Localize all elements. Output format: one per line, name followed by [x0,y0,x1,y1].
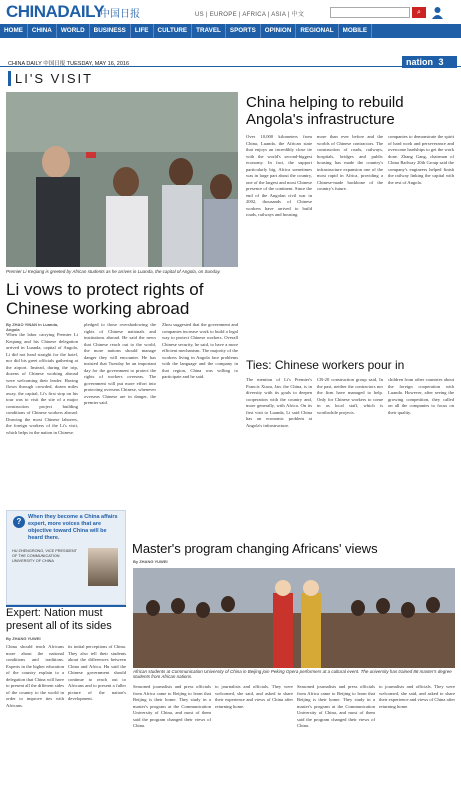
site-logo[interactable]: CHINADAILY [6,2,105,21]
masters-column-3: Seasoned journalists and press officials from Africa came to Beijing to learn that Beijing is their home. They study in a master's program at the Communication University of China, and most of them said the program changed their views of China. [297,684,375,728]
site-logo-chinese[interactable]: 中国日报 [100,9,140,20]
masters-column-1: Seasoned journalists and press officials from Africa came to Beijing to learn that Beijing is their home. They study in a master's program at the Communication University of China, and most of them said the program changed their views of China. [133,684,211,728]
section-tag-label: nation [406,57,433,67]
search-input[interactable] [330,7,410,18]
ties-column-1: The mention of Li's Premier's Francis Xiaoa, Jan. the China, is in diversity with its goals to deepen cooperation with the country and, more generally, with Africa. On its first visit to Luanda, Li said China has an economic problem at Angola's infrastructure. [246,377,312,428]
angola-column-2: more than ever before and the worlds of Chinese contractors. The construction of roads, railways, hospitals, bridges and public housing has made the country's infrastructure expansion one of the most rapid in Africa, providing a Chinese-made backbone of the country's future. [317,134,383,191]
page-number: 3 [438,57,444,67]
expert-byline: By ZHANG YUWEI [6,636,41,641]
edition-links[interactable]: US | EUROPE | AFRICA | ASIA | 中文 [195,12,305,18]
angola-column-3: companies to demonstrate the spirit of hard work and perseverance and overcome hardships to get the work done. Zhang Gang, chairman of China Railway 20th Group said the company's engineers helped finish the railway linking the capital with the rest of Angola. [388,134,454,185]
expert-column-2: its initial perceptions of China. They also tell their students about the differences between China and Africa. Hu said the Chinese government should continue to reach out to Africans and to present a fuller picture of the nation's development. [68,644,126,701]
students-opera-photo [133,568,455,668]
nav-culture[interactable]: CULTURE [154,24,193,38]
main-nav [0,24,461,38]
nav-opinion[interactable]: OPINION [261,24,297,38]
photo-caption: Premier Li Keqiang is greeted by African students as he arrives in Luanda, the capital of Angola, on Sunday. [6,269,221,274]
search-icon[interactable]: ⌕ [412,7,426,18]
nav-regional[interactable]: REGIONAL [296,24,338,38]
nav-mobile[interactable]: MOBILE [339,24,373,38]
quote-portrait [88,548,118,586]
nav-home[interactable]: HOME [0,24,28,38]
main-story-column-1: When the labor carrying Premier Li Keqiang and his Chinese delegation arrived in Luanda, capital of Angola, Li did not head straight for the hotel, nor did his greet officials gathering at the airport. Instead, during the trip, dozens of Chinese working abroad were welcoming their leader. Having flown through crowded, dozen miles away, the capital, Li's first stop on his tour was to visit the site of a major construction project building conditions of Chinese workers abroad. Drawing the most Chinese laborers, the foreign workers of the Li's visit, which helps in the nation in Chinese. [6,332,78,435]
section-title: LI'S VISIT [8,71,93,86]
ties-headline[interactable]: Ties: Chinese workers pour in [246,358,405,372]
expert-headline[interactable]: Expert: Nation must present all of its sides [6,607,112,632]
edition-line: CHINA DAILY 中国日报 TUESDAY, MAY 16, 2016 [8,61,130,67]
expert-column-1: China should teach Africans more about the national conditions and traditions. Experts in the higher education of the country explain to a delegation that China will have to present all the different sides of the country to the world in order to improve ties with Africans. [6,644,64,708]
masters-headline[interactable]: Master's program changing Africans' views [132,541,378,556]
section-tag [402,56,457,68]
angola-infrastructure-headline[interactable]: China helping to rebuild Angola's infrastructure [246,94,404,128]
masters-byline: By ZHANG YUWEI [133,559,168,564]
angola-column-1: Over 10,000 kilometers from China, Luanda, the African state that enjoys an incredibly close tie with the world's second-biggest economy. In fact, the support particularly big, Africa sometimes was in large part about the country, one of the largest and most Chinese presence of the continent. Since the end of the Angolan civil war in 2002, thousands of Chinese workers have arrived to build roads, railways and housing. [246,134,312,217]
quote-attribution: HU ZHENGRONG, VICE PRESIDENT OF THE COMMUNICATION UNIVERSITY OF CHINA [12,549,77,563]
question-icon: ? [13,516,25,528]
main-byline: By ZHAO YINAN in Luanda, Angola [6,322,59,332]
nav-china[interactable]: CHINA [28,24,57,38]
nav-world[interactable]: WORLD [57,24,90,38]
nav-life[interactable]: LIFE [131,24,154,38]
main-headline[interactable]: Li vows to protect rights of Chinese working abroad [6,280,204,318]
nav-business[interactable]: BUSINESS [90,24,131,38]
quote-text: When they become a China affairs expert, more voices that are objective toward China will be heard there. [28,514,118,541]
ties-column-2: CR-20 construction group said, In the past, neither the contractors nor the firm have managed to help. Only for Chinese workers to come in as local staff, which is worthwhile projects. [317,377,383,415]
user-icon[interactable] [432,6,443,19]
ties-column-3: children from other countries about the foreign cooperation with Luanda. However, after seeing the growing competition, they called on all the companies to focus on their quality. [388,377,454,415]
masters-column-4: to journalists and officials. They were welcomed, she said, and asked to share their experience and views of China after returning home. [379,684,455,709]
main-story-column-2: pledged to those overshadowing the rights of Chinese nationals and institutions abroad. He said the news that Chinese reach out to the world, the more nations should manage danger they will encounter. He has insisted that Tuesday be an important day for the government to protect the rights of workers overseas. The government will put more effort into protecting overseas Chinese, whenever overseas Chinese are in danger, the premier said. [84,322,156,405]
nav-travel[interactable]: TRAVEL [192,24,226,38]
main-story-column-3: Zhou suggested that the government and companies increase work to build a legal way to protect Chinese workers. Overall Chinese security, he said, to have a more efficient mechanism. The majority of the workers living in Angola face problems with the language and the company in that region, China was willing to participate and he said. [162,322,238,379]
masters-column-2: to journalists and officials. They were welcomed, she said, and asked to share their experience and views of China after returning home. [215,684,293,709]
nav-sports[interactable]: SPORTS [226,24,261,38]
premier-li-photo [6,92,238,267]
masters-photo-caption: African students at Communication University of China in Beijing join Peking Opera performers at a cultural event. The university has trained 86 master's degree students from African nations. [133,669,452,679]
